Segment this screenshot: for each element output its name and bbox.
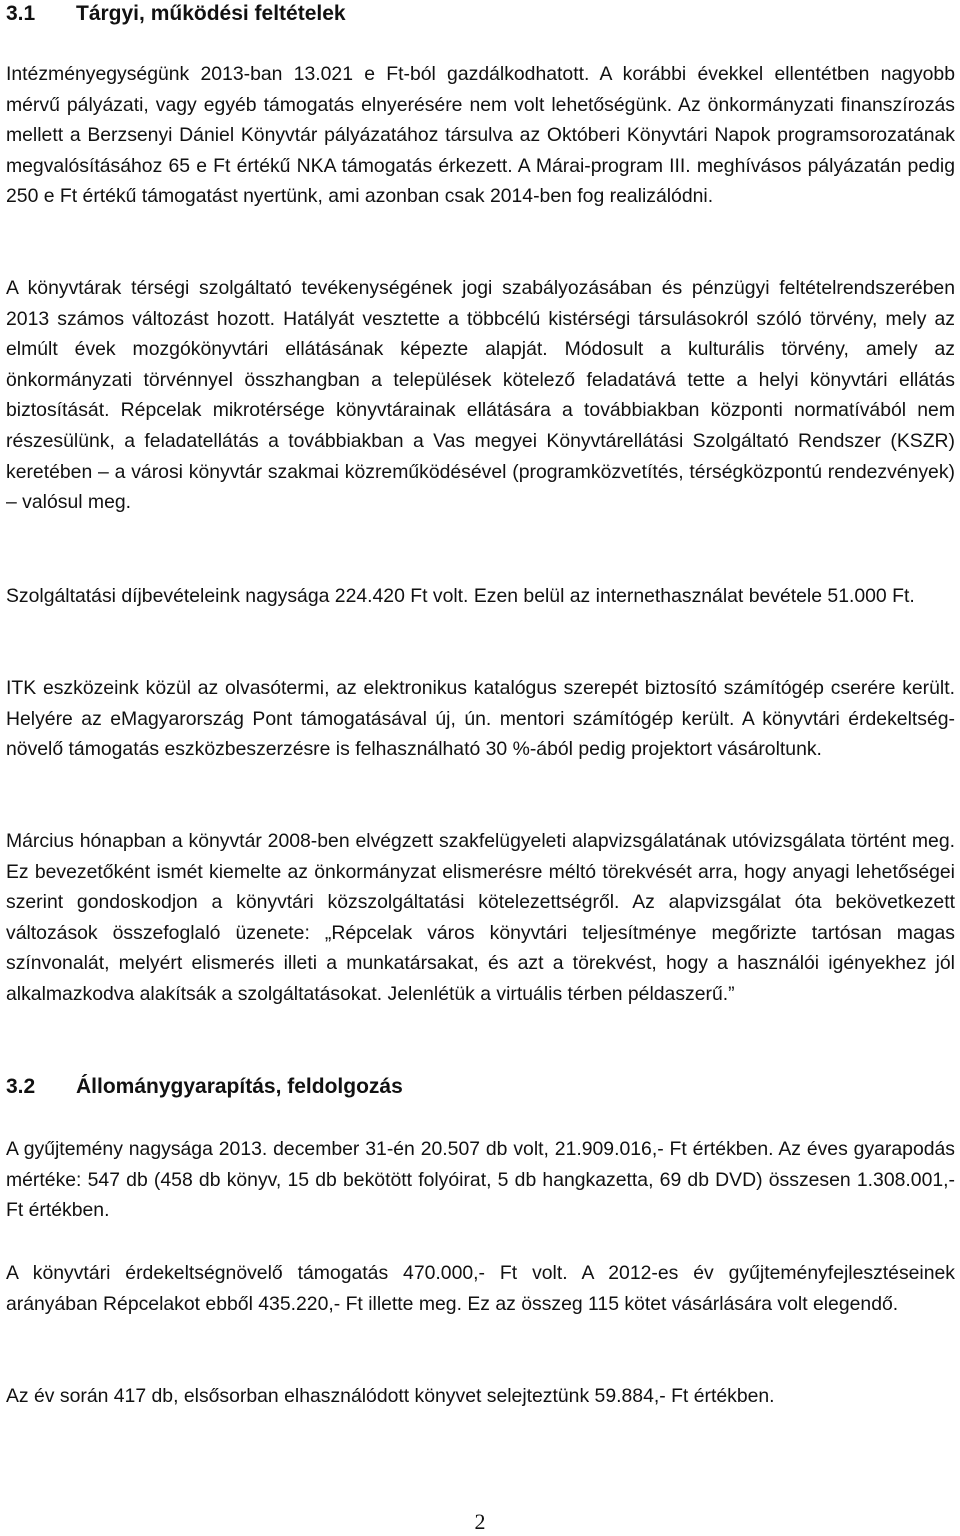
section-title: Tárgyi, működési feltételek: [76, 2, 346, 25]
paragraph-service-fees: Szolgáltatási díjbevételeink nagysága 224.420 Ft volt. Ezen belül az internethasználat bevétele 51.000 Ft.: [6, 585, 915, 607]
section-heading-3-1: [6, 0, 346, 28]
paragraph-budget: Intézményegységünk 2013-ban 13.021 e Ft-ból gazdálkodhatott. A korábbi évekkel ellentétben nagyobb mérvű pályázati, vagy egyéb támogatás elnyerésére nem volt lehetőségünk. Az önkormányzati finanszírozás mellett a Berzsenyi Dániel Könyvtár pályázatához társulva az Októberi Könyvtári Napok programsorozatának megvalósításához 65 e Ft értékű NKA támogatás érkezett. A Márai-program III. meghívásos pályázatán pedig 250 e Ft értékű támogatást nyertünk, ami azonban csak 2014-ben fog realizálódni.: [6, 63, 955, 208]
paragraph-inspection: Március hónapban a könyvtár 2008-ben elvégzett szakfelügyeleti alapvizsgálatának utóvizsgálata történt meg. Ez bevezetőként ismét kiemelte az önkormányzat elismerésre méltó törekvését arra, hogy anyagi lehetőségei szerint gondoskodjon a könyvtári közszolgáltatási kötelezettségről. Az alapvizsgálat óta bekövetkezett változások összefoglaló üzenete: „Répcelak város könyvtári teljesítménye megőrizte tartósan magas színvonalát, melyért elismerés illeti a munkatársakat, és azt a törekvést, hogy a használói igényekhez jól alkalmazkodva alakítsák a szolgáltatásokat. Jelenlétük a virtuális térben példaszerű.”: [6, 830, 955, 1005]
paragraph-incentive-support: A könyvtári érdekeltségnövelő támogatás 470.000,- Ft volt. A 2012-es év gyűjteményfejlesztéseinek arányában Répcelakot ebből 435.220,- Ft illette meg. Ez az összeg 115 kötet vásárlására volt elegendő.: [6, 1262, 955, 1315]
page-number: 2: [474, 1509, 486, 1534]
paragraph-collection-size: A gyűjtemény nagysága 2013. december 31-én 20.507 db volt, 21.909.016,- Ft értékben. Az éves gyarapodás mértéke: 547 db (458 db könyv, 15 db bekötött folyóirat, 5 db hangkazetta, 69 db DVD) összesen 1.308.001,- Ft értékben.: [6, 1138, 955, 1222]
paragraph-itk-equipment: ITK eszközeink közül az olvasótermi, az elektronikus katalógus szerepét biztosító számítógép cserére került. Helyére az eMagyarország Pont támogatásával új, ún. mentori számítógép került. A könyvtári érdekeltség-növelő támogatás eszközbeszerzésre is felhasználható 30 %-ából pedig projektort vásároltunk.: [6, 677, 955, 761]
section-title: Állománygyarapítás, feldolgozás: [76, 1075, 403, 1098]
section-heading-3-2: [6, 1073, 403, 1101]
paragraph-regional-services: A könyvtárak térségi szolgáltató tevékenységének jogi szabályozásában és pénzügyi feltételrendszerében 2013 számos változást hozott. Hatályát vesztette a többcélú kistérségi társulásokról szóló törvény, mely az elmúlt évek mozgókönyvtári ellátásának képezte alapját. Módosult a kulturális törvény, amely az önkormányzati törvénnyel összhangban a települések kötelező feladatává tette a helyi könyvtári ellátás biztosítását. Répcelak mikrotérsége könyvtárainak ellátására a továbbiakban központi normatívából nem részesülünk, a feladatellátás a továbbiakban a Vas megyei Könyvtárellátási Szolgáltató Rendszer (KSZR) keretében – a városi könyvtár szakmai közreműködésével (programközvetítés, térségközpontú rendezvények) – valósul meg.: [6, 277, 955, 514]
section-number: 3.2: [6, 1075, 36, 1098]
paragraph-weeding: Az év során 417 db, elsősorban elhasználódott könyvet selejteztünk 59.884,- Ft értékben.: [6, 1385, 775, 1407]
section-number: 3.1: [6, 2, 36, 25]
